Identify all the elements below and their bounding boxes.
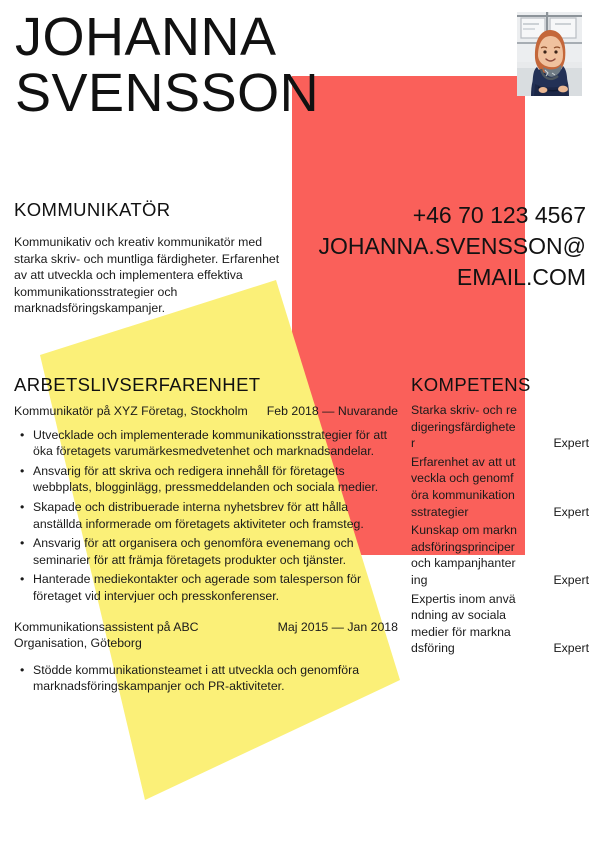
profile-summary: Kommunikativ och kreativ kommunikatör med starka skriv- och muntliga färdigheter. Erfarenhet av att utveckla och implementera effektiva kommunikationsstrategier och marknadsföringskampanjer.	[14, 235, 280, 316]
job-dates: Maj 2015 — Jan 2018	[277, 619, 398, 634]
job-bullet: • Stödde kommunikationsteamet i att utveckla och genomföra marknadsföringskampanjer och PR-aktiviteter.	[33, 662, 398, 695]
skills-section-title: KOMPETENS	[411, 374, 531, 395]
skill-name: Expertis inom användning av sociala medier för marknadsföring	[411, 591, 516, 656]
job-title-company: Kommunikationsassistent på ABC Organisation, Göteborg	[14, 619, 199, 651]
skill-name: Erfarenhet av att utveckla och genomföra kommunikationsstrategier	[411, 454, 516, 519]
skill-item	[411, 591, 589, 657]
experience-item	[14, 403, 398, 605]
candidate-name	[15, 9, 535, 121]
skill-level: Expert	[553, 572, 589, 587]
job-bullet: • Ansvarig för att skriva och redigera innehåll för företagets webbplats, blogginlägg, pressmeddelanden och sociala medier.	[33, 463, 398, 496]
job-dates: Feb 2018 — Nuvarande	[266, 404, 398, 418]
job-bullet: • Skapade och distribuerade interna nyhetsbrev för att hålla anställda informerade om företagets aktiviteter och framsteg.	[33, 499, 398, 532]
experience-section-title: ARBETSLIVSERFARENHET	[14, 374, 261, 395]
first-name: JOHANNA	[15, 7, 277, 67]
job-bullet: • Ansvarig för att organisera och genomföra evenemang och seminarier för att främja företagets produkter och tjänster.	[33, 535, 398, 568]
job-bullet: • Hanterade mediekontakter och agerade som talesperson för företaget vid intervjuer och presskonferenser.	[33, 571, 398, 604]
avatar	[517, 12, 582, 96]
skill-level: Expert	[553, 504, 589, 519]
skill-item	[411, 402, 589, 452]
skills-list	[411, 402, 589, 659]
contact-block	[318, 200, 586, 293]
experience-item	[14, 619, 398, 695]
skill-item	[411, 522, 589, 588]
job-bullet: • Utvecklade och implementerade kommunikationsstrategier för att öka företagets varumärkesmedvetenhet och marknadsandelar.	[33, 427, 398, 460]
skill-name: Kunskap om marknadsföringsprinciper och kampanjhantering	[411, 523, 517, 587]
role-title: KOMMUNIKATÖR	[14, 199, 171, 220]
experience-list	[14, 403, 398, 699]
job-responsibilities	[14, 662, 398, 695]
skill-name: Starka skriv- och redigeringsfärdigheter	[411, 403, 517, 451]
last-name: SVENSSON	[15, 63, 320, 123]
phone-number[interactable]: +46 70 123 4567	[412, 202, 586, 228]
email-address[interactable]: JOHANNA.SVENSSON@EMAIL.COM	[318, 233, 586, 290]
job-title-company: Kommunikatör på XYZ Företag, Stockholm	[14, 404, 248, 418]
skill-level: Expert	[553, 641, 589, 656]
skill-level: Expert	[553, 436, 589, 451]
skill-item	[411, 454, 589, 520]
job-responsibilities	[14, 427, 398, 605]
